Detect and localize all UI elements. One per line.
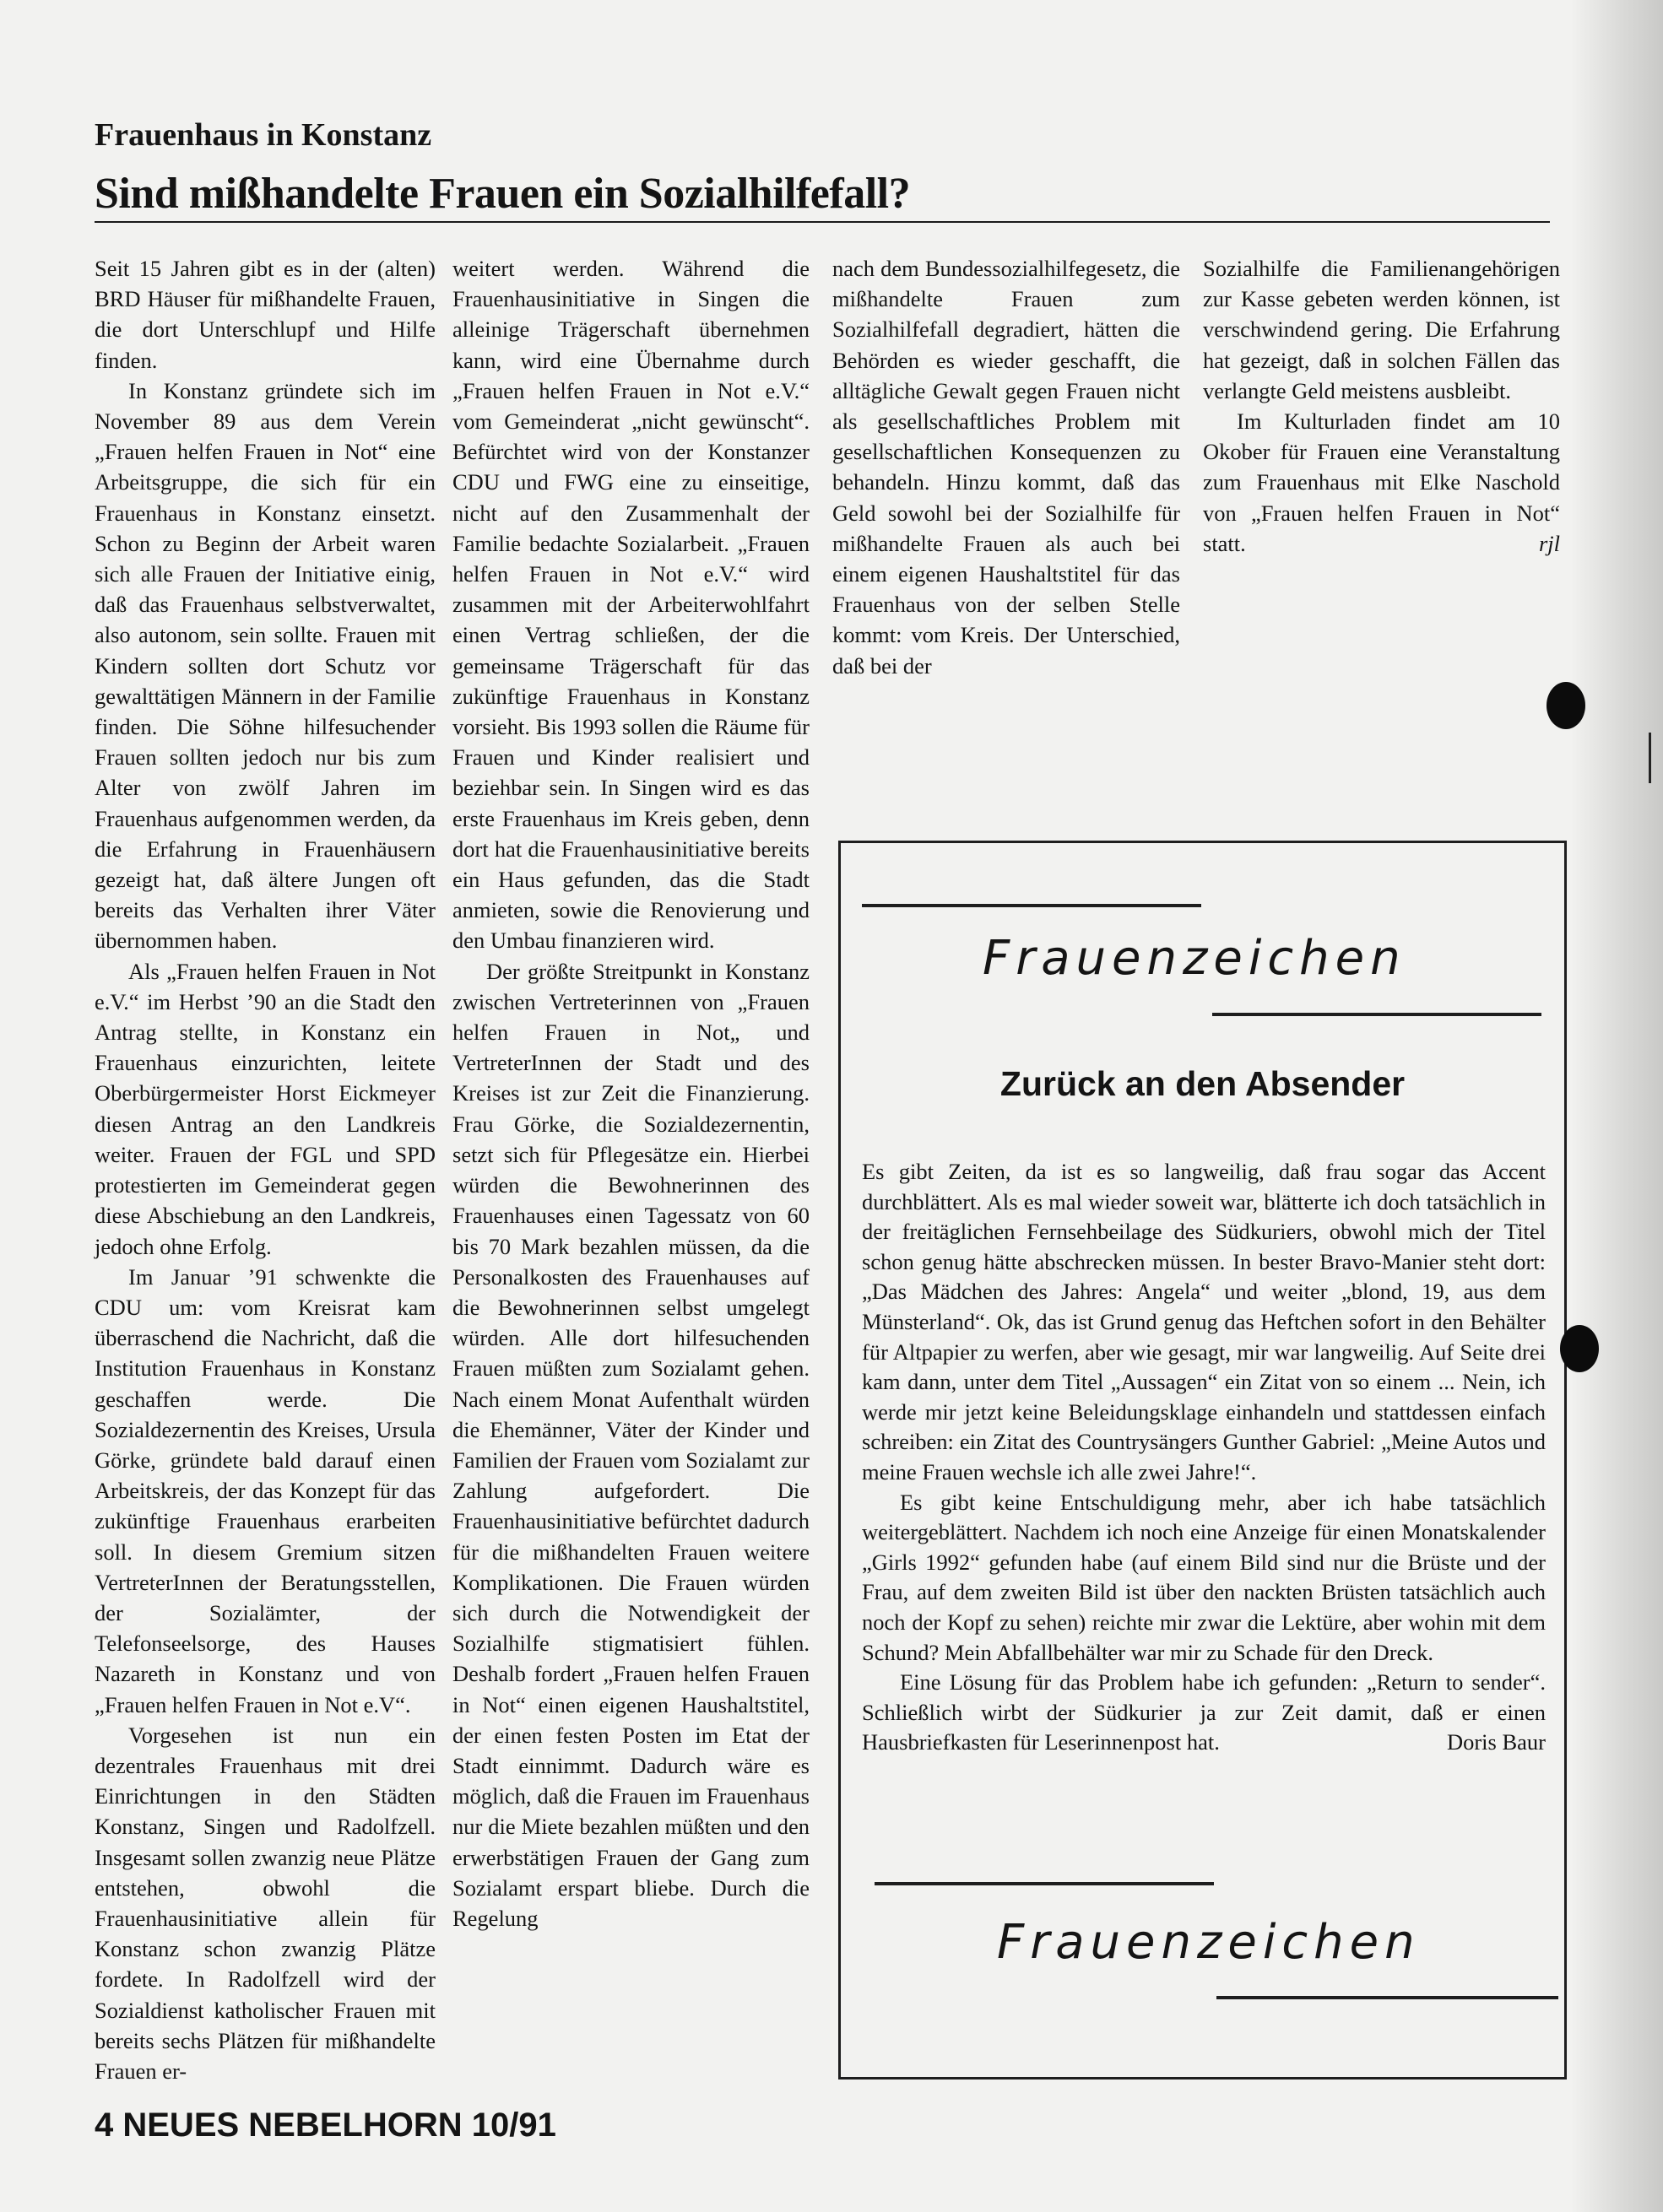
paragraph: Vorgesehen ist nun ein dezentrales Frauenhaus mit drei Einrichtungen in den Städten Konstanz, Singen und Radolfzell. Insgesamt sollen zwanzig neue Plätze entstehen, obwohl die Frauenhausinitiative allein für Konstanz schon zwanzig Plätze fordete. In Radolfzell wird der Sozialdienst katholischer Frauen mit bereits sechs Plätzen für mißhandelte Frauen er- xyxy=(95,1722,436,2084)
edge-mark xyxy=(1649,733,1651,783)
box-rule xyxy=(1212,1013,1541,1016)
paragraph-text: Im Kulturladen findet am 10 Okober für Frauen eine Veranstaltung zum Frauenhaus mit Elke Naschold von „Frauen helfen Frauen in Not“ statt. xyxy=(1203,408,1560,556)
article-column-1 xyxy=(95,253,436,2086)
paragraph: Als „Frauen helfen Frauen in Not e.V.“ im Herbst ’90 an die Stadt den Antrag stellte, in Konstanz ein Frauenhaus einzurichten, leitete Oberbürgermeister Horst Eickmeyer diesen Antrag an den Landkreis weiter. Frauen der FGL und SPD protestierten im Gemeinderat gegen diese Abschiebung an den Landkreis, jedoch ohne Erfolg. xyxy=(95,958,436,1259)
box-body xyxy=(862,1157,1546,1758)
page-footer: 4 NEUES NEBELHORN 10/91 xyxy=(95,2107,556,2144)
article-column-2 xyxy=(452,253,810,1933)
headline-rule xyxy=(95,221,1550,223)
paragraph: Es gibt Zeiten, da ist es so langweilig, daß frau sogar das Accent durchblättert. Als es mal wieder soweit war, blätterte ich doch tatsächlich in der freitäglichen Fernsehbeilage des Südkuriers, obwohl mich der Titel schon genug hätte abschrecken müssen. In bester Bravo-Manier steht dort: „Das Mädchen des Jahres: Angela“ und weiter „blond, 19, aus dem Münsterland“. Ok, das ist Grund genug das Heftchen sofort in den Behälter für Altpapier zu werfen, aber wie gesagt, mir war langweilig. Auf Seite drei kam dann, unter dem Titel „Aussagen“ ein Zitat von so einem ... Nein, ich werde mir jetzt keine Beleidungsklage einhandeln und stattdessen einfach schreiben: ein Zitat des Countrysängers Gunther Gabriel: „Meine Autos und meine Frauen wechsle ich alle zwei Jahre!“. xyxy=(862,1159,1546,1485)
box-rule xyxy=(1216,1996,1558,1999)
box-rule xyxy=(875,1882,1214,1885)
paragraph: weitert werden. Während die Frauenhausinitiative in Singen die alleinige Trägerschaft übernehmen kann, wird eine Übernahme durch „Frauen helfen Frauen in Not e.V.“ vom Gemeinderat „nicht gewünscht“. Befürchtet wird von der Konstanzer CDU und FWG eine zu einseitige, nicht auf den Zusammenhalt der Familie bedachte Sozialarbeit. „Frauen helfen Frauen in Not e.V.“ wird zusammen mit der Arbeiterwohlfahrt einen Vertrag schließen, der die gemeinsame Trägerschaft für das zukünftige Frauenhaus in Konstanz vorsieht. Bis 1993 sollen die Räume für Frauen und Kinder realisiert und beziehbar sein. In Singen wird es das erste Frauenhaus im Kreis geben, denn dort hat die Frauenhausinitiative bereits ein Haus gefunden, das die Stadt anmieten, sowie die Renovierung und den Umbau finanzieren wird. xyxy=(452,256,810,954)
box-author: Doris Baur xyxy=(1446,1729,1546,1755)
paragraph: Es gibt keine Entschuldigung mehr, aber ich habe tatsächlich weitergeblättert. Nachdem ich noch eine Anzeige für einen Monatskalender „Girls 1992“ gefunden habe (auf einem Bild sind nur die Brüste und der Frau, auf dem zweiten Bild ist über den nackten Brüsten tatsächlich auch noch der Kopf zu sehen) reichte mir zwar die Lektüre, aber wohin mit dem Schund? Mein Abfallbehälter war mir zu Schade für den Dreck. xyxy=(862,1489,1546,1665)
paragraph: Sozialhilfe die Familienangehörigen zur Kasse gebeten werden können, ist verschwindend gering. Die Erfahrung hat gezeigt, daß in solchen Fällen das verlangte Geld meistens ausbleibt. xyxy=(1203,256,1560,403)
frauenzeichen-box xyxy=(838,841,1567,2079)
page-edge-shadow xyxy=(1570,0,1663,2212)
paragraph-text: Eine Lösung für das Problem habe ich gefunden: „Return to sender“. Schließlich wirbt der Südkurier ja zur Zeit damit, daß er einen Hausbriefkasten für Leserinnenpost hat. xyxy=(862,1669,1546,1755)
author-signature: rjl xyxy=(1538,530,1560,556)
paragraph: Seit 15 Jahren gibt es in der (alten) BRD Häuser für mißhandelte Frauen, die dort Unterschlupf und Hilfe finden. xyxy=(95,256,436,373)
paragraph: Im Januar ’91 schwenkte die CDU um: vom Kreisrat kam überraschend die Nachricht, daß die Institution Frauenhaus in Konstanz geschaffen werde. Die Sozialdezernentin des Kreises, Ursula Görke, gründete bald darauf einen Arbeitskreis, der das Konzept für das zukünftige Frauenhaus erarbeiten soll. In diesem Gremium sitzen VertreterInnen der Beratungsstellen, der Sozialämter, der Telefonseelsorge, des Hauses Nazareth in Konstanz und von „Frauen helfen Frauen in Not e.V“. xyxy=(95,1263,436,1717)
paragraph: In Konstanz gründete sich im November 89 aus dem Verein „Frauen helfen Frauen in Not“ eine Arbeitsgruppe, die sich für ein Frauenhaus in Konstanz einsetzt. Schon zu Beginn der Arbeit waren sich alle Frauen der Initiative einig, daß das Frauenhaus selbstverwaltet, also autonom, sein sollte. Frauen mit Kindern sollten dort Schutz vor gewalttätigen Männern in der Familie finden. Die Söhne hilfesuchender Frauen sollten jedoch nur bis zum Alter von zwölf Jahren im Frauenhaus aufgenommen werden, da die Erfahrung in Frauenhäusern gezeigt hat, daß ältere Jungen oft bereits das Verhalten ihrer Väter übernommen haben. xyxy=(95,377,436,954)
rubric-title-bottom: Frauenzeichen xyxy=(997,1915,1421,1970)
binder-hole xyxy=(1560,1325,1599,1372)
rubric-title-top: Frauenzeichen xyxy=(983,931,1406,986)
article-column-4 xyxy=(1203,253,1560,559)
binder-hole xyxy=(1547,682,1585,729)
paragraph xyxy=(1203,406,1560,559)
article-column-3 xyxy=(832,253,1180,681)
box-headline: Zurück an den Absender xyxy=(999,1064,1406,1103)
article-kicker: Frauenhaus in Konstanz xyxy=(95,117,432,153)
paragraph xyxy=(862,1668,1546,1758)
paragraph: nach dem Bundessozialhilfegesetz, die mißhandelte Frauen zum Sozialhilfefall degradiert, hätten die Behörden es wieder geschafft, die alltägliche Gewalt gegen Frauen nicht als gesellschaftliches Problem mit gesellschaftlichen Konsequenzen zu behandeln. Hinzu kommt, daß das Geld sowohl bei der Sozialhilfe für mißhandelte Frauen als auch bei einem eigenen Haushaltstitel für das Frauenhaus von der selben Stelle kommt: vom Kreis. Der Unterschied, daß bei der xyxy=(832,256,1180,679)
article-headline: Sind mißhandelte Frauen ein Sozialhilfefall? xyxy=(95,170,911,218)
box-rule xyxy=(862,904,1201,907)
paragraph: Der größte Streitpunkt in Konstanz zwischen Vertreterinnen von „Frauen helfen Frauen in Not„ und VertreterInnen der Stadt und des Kreises ist zur Zeit die Finanzierung. Frau Görke, die Sozialdezernentin, setzt sich für Pflegesätze ein. Hierbei würden die Bewohnerinnen des Frauenhauses einen Tagessatz von 60 bis 70 Mark bezahlen müssen, da die Personalkosten des Frauenhauses auf die Bewohnerinnen selbst umgelegt würden. Alle dort hilfesuchenden Frauen müßten zum Sozialamt gehen. Nach einem Monat Aufenthalt würden die Ehemänner, Väter der Kinder und Familien der Frauen vom Sozialamt zur Zahlung aufgefordert. Die Frauenhausinitiative befürchtet dadurch für die mißhandelten Frauen weitere Komplikationen. Die Frauen würden sich durch die Notwendigkeit der Sozialhilfe stigmatisiert fühlen. Deshalb fordert „Frauen helfen Frauen in Not“ einen eigenen Haushaltstitel, der einen festen Posten im Etat der Stadt einnimmt. Dadurch wäre es möglich, daß die Frauen im Frauenhaus nur die Miete bezahlen müßten und den erwerbstätigen Frauen der Gang zum Sozialamt erspart bliebe. Durch die Regelung xyxy=(452,958,810,1931)
